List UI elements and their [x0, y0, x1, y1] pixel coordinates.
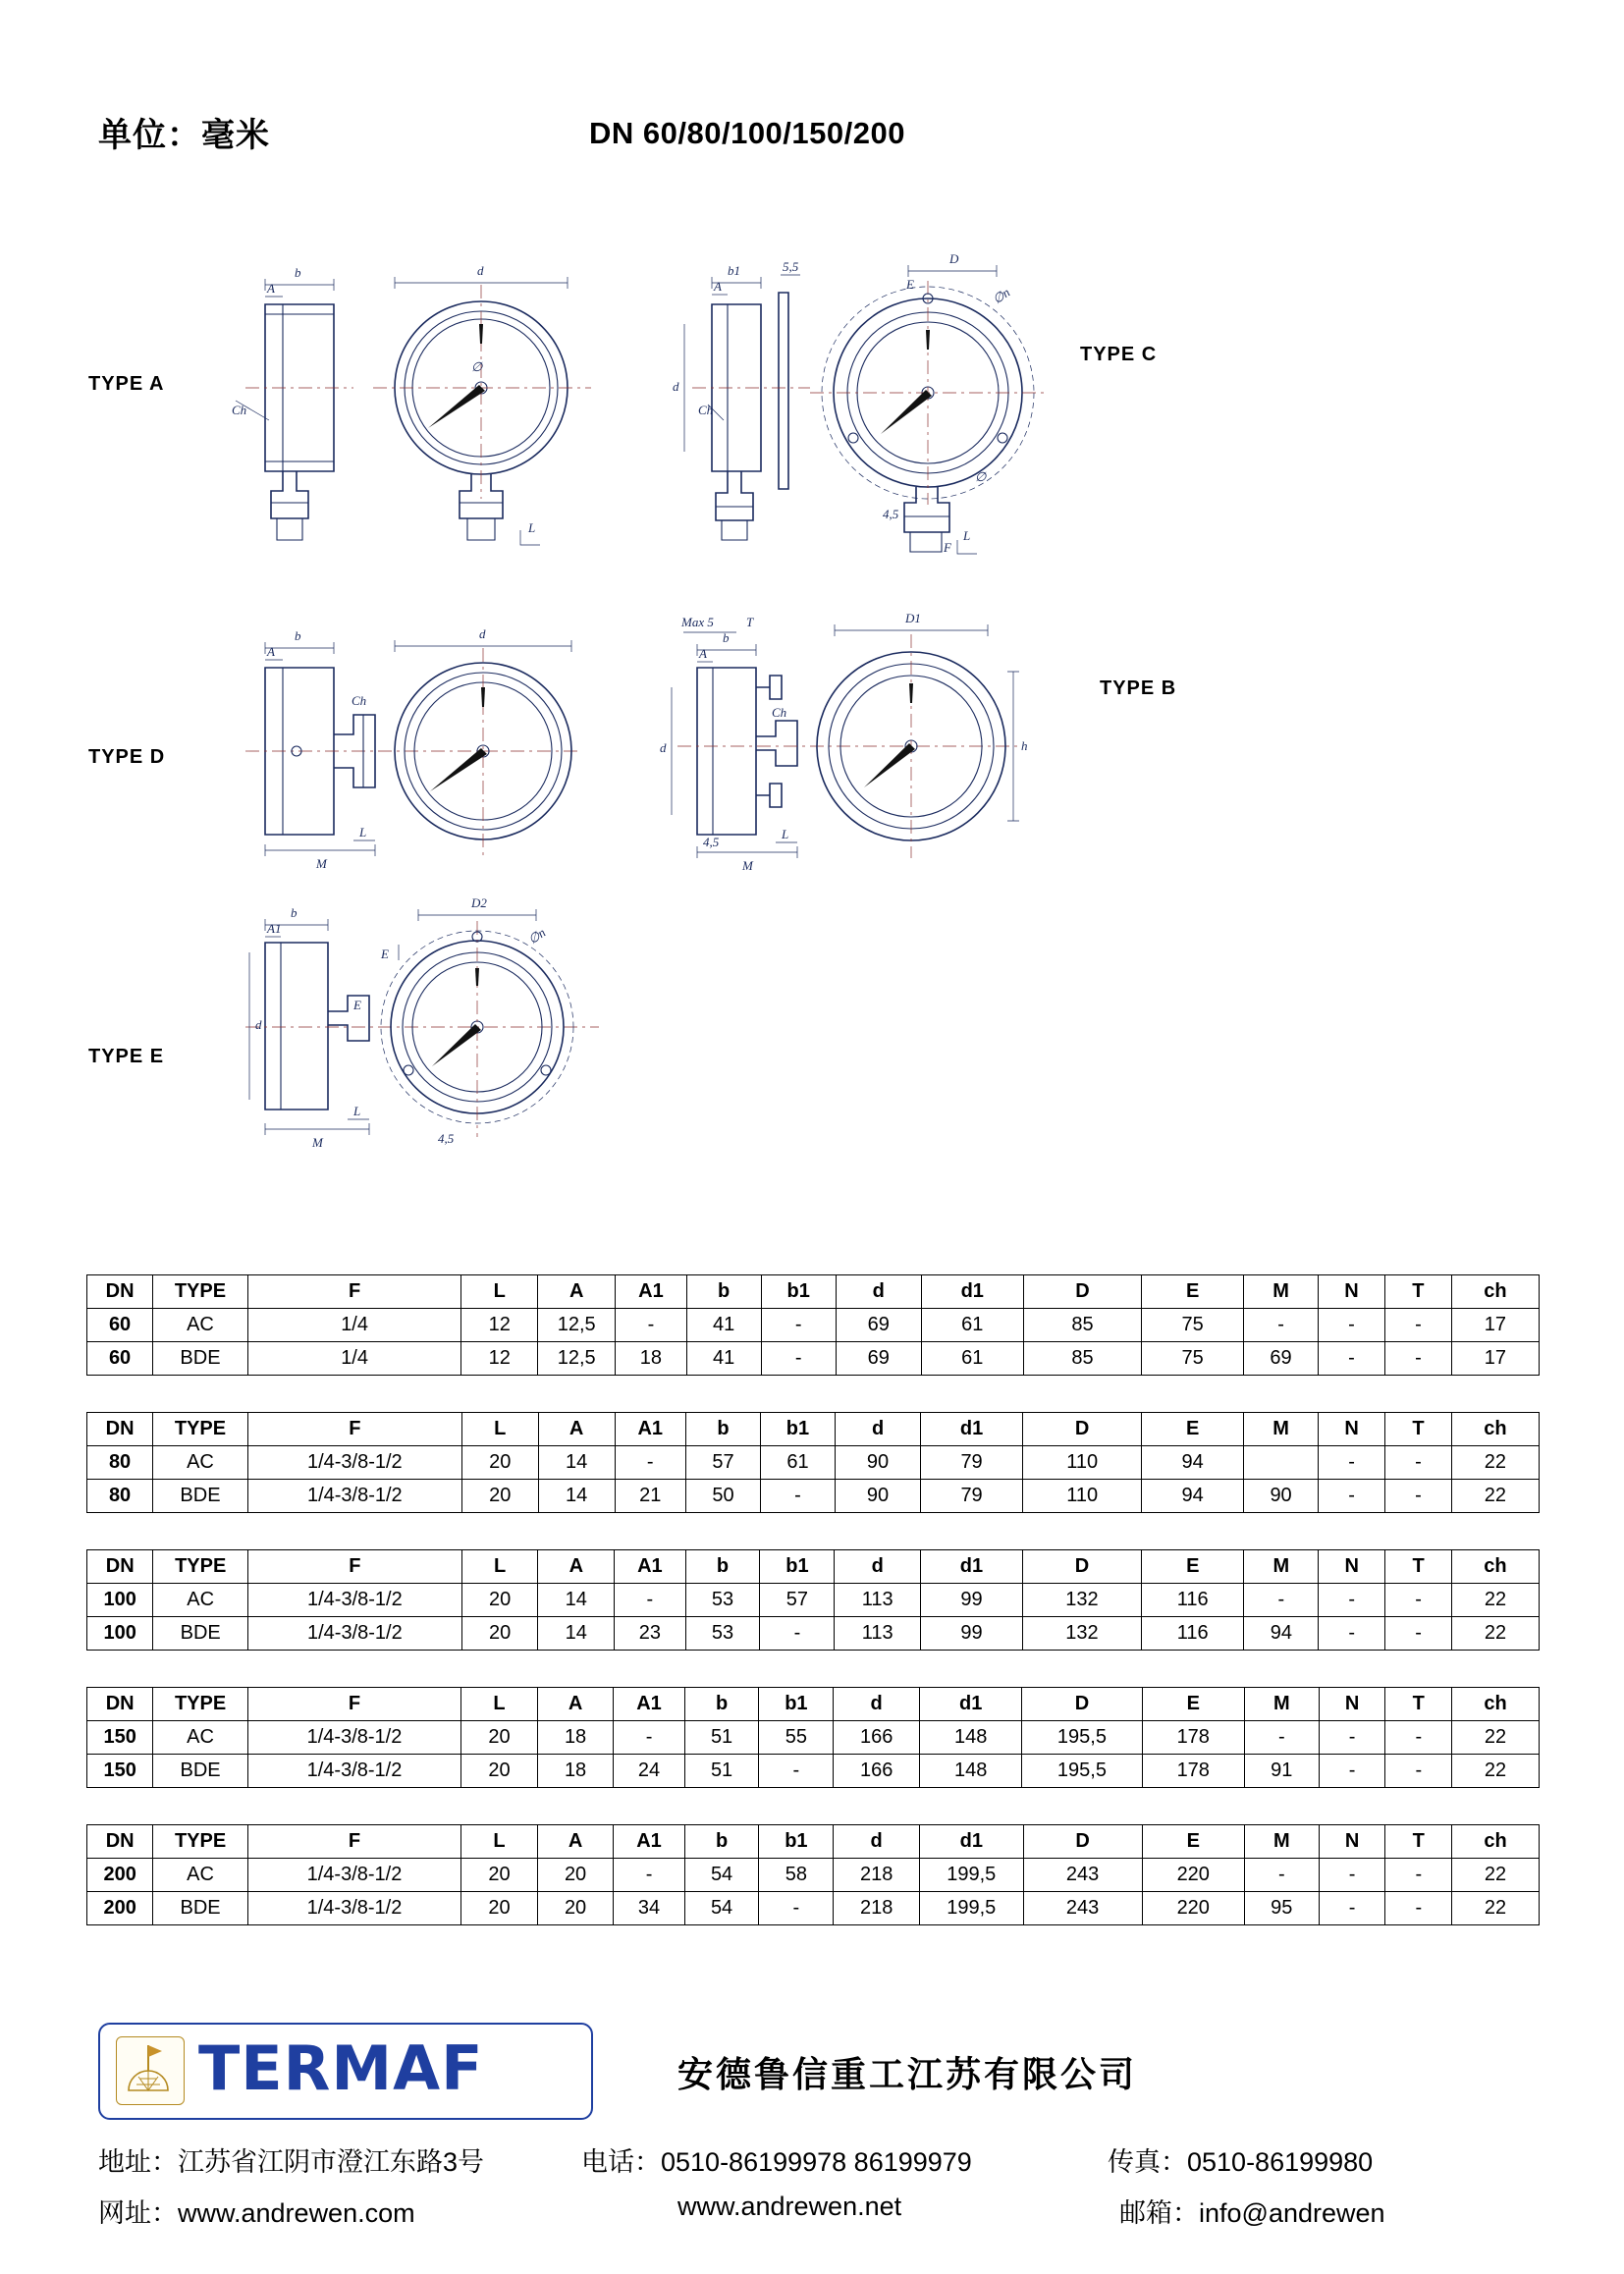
table-row: 200 AC 1/4-3/8-1/2 20 20 - 54 58 218 199,5 243 220 - - - 22 — [87, 1859, 1540, 1892]
spec-table-100 — [86, 1549, 1540, 1651]
svg-text:Ch: Ch — [772, 705, 787, 720]
svg-text:b1: b1 — [728, 263, 740, 278]
svg-text:E: E — [906, 277, 914, 292]
svg-text:d: d — [673, 379, 679, 394]
svg-text:L: L — [963, 528, 971, 543]
footer-website-2[interactable]: www.andrewen.net — [677, 2192, 902, 2221]
svg-text:Max 5: Max 5 — [681, 615, 714, 629]
svg-text:d: d — [255, 1017, 262, 1032]
svg-text:b: b — [295, 265, 301, 280]
svg-text:h: h — [1021, 738, 1028, 753]
svg-text:b: b — [723, 630, 730, 645]
unit-label: 单位：毫米 — [98, 117, 270, 154]
figure-type-a — [226, 245, 619, 560]
svg-text:4,5: 4,5 — [703, 835, 720, 849]
th-dn: DN — [87, 1275, 153, 1309]
table-row: 60 BDE 1/4 12 12,5 18 41 - 69 61 85 75 69 - - 17 — [87, 1342, 1540, 1376]
svg-text:M: M — [312, 1135, 323, 1150]
th-e: E — [1142, 1275, 1244, 1309]
footer-website[interactable]: 网址：www.andrewen.com — [98, 2198, 415, 2228]
svg-text:4,5: 4,5 — [438, 1131, 455, 1146]
svg-text:d: d — [479, 626, 486, 641]
svg-text:E: E — [381, 947, 389, 961]
svg-text:D2: D2 — [471, 895, 487, 910]
footer-fax: 传真：0510-86199980 — [1108, 2147, 1374, 2177]
svg-text:A: A — [714, 279, 722, 294]
label-type-d: TYPE D — [88, 746, 166, 768]
svg-text:b: b — [291, 905, 298, 920]
svg-text:E: E — [353, 998, 361, 1012]
svg-text:A1: A1 — [267, 921, 282, 936]
svg-text:A: A — [699, 646, 707, 661]
table-header-row — [87, 1275, 1540, 1309]
spec-table-200 — [86, 1824, 1540, 1925]
svg-text:L: L — [528, 520, 536, 535]
figure-type-b — [648, 589, 1060, 903]
svg-text:L: L — [353, 1104, 361, 1118]
figure-type-e — [226, 893, 638, 1178]
th-n: N — [1319, 1275, 1385, 1309]
svg-text:∅: ∅ — [471, 359, 483, 374]
label-type-b: TYPE B — [1100, 677, 1177, 699]
th-b1: b1 — [761, 1275, 836, 1309]
th-m: M — [1244, 1275, 1319, 1309]
svg-text:A: A — [267, 281, 275, 296]
footer-tel: 电话：0510-86199978 86199979 — [581, 2147, 972, 2177]
th-d1: d1 — [921, 1275, 1023, 1309]
svg-text:d: d — [477, 263, 484, 278]
figure-type-d — [226, 609, 619, 903]
label-type-a: TYPE A — [88, 373, 165, 395]
logo-wordmark: TERMAF — [198, 2032, 484, 2104]
table-header-row: DN TYPE F L A A1 b b1 d d1 D E M N T ch — [87, 1413, 1540, 1446]
svg-text:T: T — [746, 615, 754, 629]
th-b: b — [686, 1275, 761, 1309]
table-row: 100 AC 1/4-3/8-1/2 20 14 - 53 57 113 99 132 116 - - - 22 — [87, 1584, 1540, 1617]
table-header-row: DN TYPE F L A A1 b b1 d d1 D E M N T ch — [87, 1550, 1540, 1584]
table-row: 80 AC 1/4-3/8-1/2 20 14 - 57 61 90 79 110 94 - - 22 — [87, 1446, 1540, 1480]
svg-text:Ch: Ch — [352, 693, 367, 708]
th-a: A — [538, 1275, 616, 1309]
svg-text:b: b — [295, 628, 301, 643]
table-row: 150 AC 1/4-3/8-1/2 20 18 - 51 55 166 148 195,5 178 - - - 22 — [87, 1721, 1540, 1755]
spec-table-60 — [86, 1274, 1540, 1376]
table-header-row: DN TYPE F L A A1 b b1 d d1 D E M N T ch — [87, 1825, 1540, 1859]
th-dd: D — [1023, 1275, 1142, 1309]
drawings-area — [59, 245, 1571, 1267]
svg-text:A: A — [267, 644, 275, 659]
svg-text:L: L — [359, 825, 367, 839]
th-f: F — [247, 1275, 461, 1309]
svg-text:∅n: ∅n — [525, 924, 549, 948]
th-t: T — [1385, 1275, 1452, 1309]
svg-text:D: D — [949, 251, 959, 266]
svg-text:M: M — [742, 858, 753, 873]
th-type: TYPE — [153, 1275, 248, 1309]
svg-text:5,5: 5,5 — [783, 259, 799, 274]
table-row: 100 BDE 1/4-3/8-1/2 20 14 23 53 - 113 99 132 116 94 - - 22 — [87, 1617, 1540, 1651]
figure-type-c — [663, 245, 1075, 560]
svg-text:Ch: Ch — [232, 403, 247, 417]
svg-text:∅: ∅ — [975, 469, 987, 484]
svg-text:F: F — [944, 540, 951, 555]
table-row: 80 BDE 1/4-3/8-1/2 20 14 21 50 - 90 79 110 94 90 - - 22 — [87, 1480, 1540, 1513]
company-logo — [98, 2023, 593, 2120]
table-header-row: DN TYPE F L A A1 b b1 d d1 D E M N T ch — [87, 1688, 1540, 1721]
th-ch: ch — [1451, 1275, 1539, 1309]
th-d: d — [836, 1275, 921, 1309]
th-l: L — [461, 1275, 538, 1309]
svg-text:D1: D1 — [905, 611, 921, 625]
spec-table-150 — [86, 1687, 1540, 1788]
footer-address: 地址：江苏省江阴市澄江东路3号 — [98, 2147, 485, 2177]
th-a1: A1 — [616, 1275, 686, 1309]
svg-text:4,5: 4,5 — [883, 507, 899, 521]
table-row: 150 BDE 1/4-3/8-1/2 20 18 24 51 - 166 148 195,5 178 91 - - 22 — [87, 1755, 1540, 1788]
svg-text:M: M — [316, 856, 327, 871]
company-name: 安德鲁信重工江苏有限公司 — [677, 2054, 1138, 2094]
table-row: 200 BDE 1/4-3/8-1/2 20 20 34 54 - 218 199,5 243 220 95 - - 22 — [87, 1892, 1540, 1925]
svg-text:∅n: ∅n — [990, 284, 1013, 307]
svg-text:L: L — [782, 827, 789, 841]
spec-table-80 — [86, 1412, 1540, 1513]
label-type-c: TYPE C — [1080, 344, 1158, 365]
label-type-e: TYPE E — [88, 1046, 165, 1067]
svg-text:d: d — [660, 740, 667, 755]
svg-text:Ch: Ch — [698, 403, 714, 417]
logo-mark-icon — [116, 2036, 185, 2105]
table-row: 60 AC 1/4 12 12,5 - 41 - 69 61 85 75 - - - 17 — [87, 1309, 1540, 1342]
footer-email[interactable]: 邮箱：info@andrewen — [1119, 2198, 1385, 2228]
page-title: DN 60/80/100/150/200 — [589, 116, 905, 150]
